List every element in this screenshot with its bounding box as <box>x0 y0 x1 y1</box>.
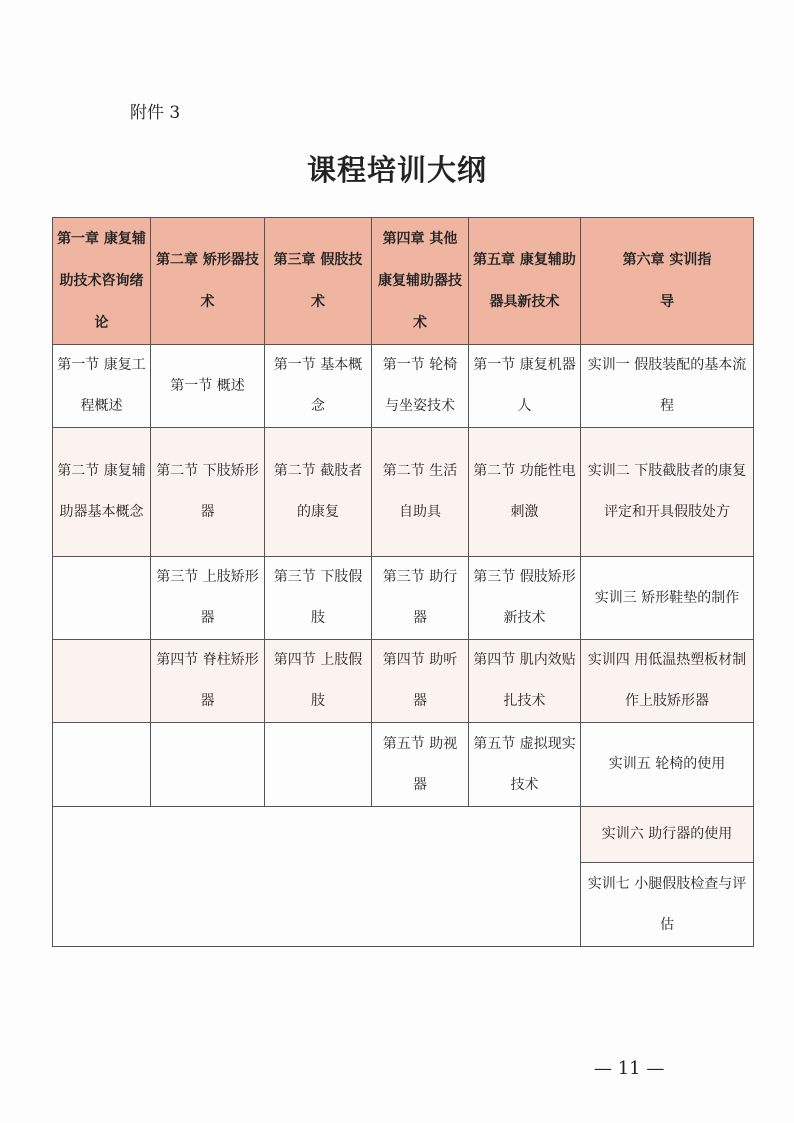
table-cell: 第一节 康复机器人 <box>469 345 581 428</box>
table-cell <box>53 557 151 640</box>
table-cell <box>53 640 151 723</box>
table-cell: 第一节 康复工程概述 <box>53 345 151 428</box>
table-cell: 实训五 轮椅的使用 <box>581 723 754 807</box>
header-cell: 第二章 矫形器技术 <box>151 218 265 345</box>
merged-empty-cell <box>53 807 581 947</box>
table-cell: 第二节 康复辅助器基本概念 <box>53 428 151 557</box>
table-cell: 第一节 基本概念 <box>265 345 372 428</box>
table-cell: 第四节 脊柱矫形器 <box>151 640 265 723</box>
header-cell: 第六章 实训指导 <box>581 218 754 345</box>
table-cell: 第五节 助视器 <box>372 723 469 807</box>
attachment-label: 附件 3 <box>130 103 181 123</box>
table-row <box>53 640 754 723</box>
table-cell: 第二节 截肢者的康复 <box>265 428 372 557</box>
table-cell: 第三节 上肢矫形器 <box>151 557 265 640</box>
table-cell: 第五节 虚拟现实技术 <box>469 723 581 807</box>
table-cell <box>265 723 372 807</box>
table-cell: 第二节 下肢矫形器 <box>151 428 265 557</box>
table-row <box>53 557 754 640</box>
table-cell: 第三节 假肢矫形新技术 <box>469 557 581 640</box>
table-cell: 实训二 下肢截肢者的康复评定和开具假肢处方 <box>581 428 754 557</box>
table-row <box>53 723 754 807</box>
table-cell: 实训六 助行器的使用 <box>581 807 754 863</box>
header-cell: 第一章 康复辅助技术咨询绪论 <box>53 218 151 345</box>
table-cell: 实训一 假肢装配的基本流程 <box>581 345 754 428</box>
table-row <box>53 428 754 557</box>
table-cell: 第一节 概述 <box>151 345 265 428</box>
header-cell: 第五章 康复辅助器具新技术 <box>469 218 581 345</box>
table-cell: 第四节 肌内效贴扎技术 <box>469 640 581 723</box>
table-row <box>53 345 754 428</box>
table-cell: 实训七 小腿假肢检查与评估 <box>581 863 754 947</box>
table-cell: 第一节 轮椅与坐姿技术 <box>372 345 469 428</box>
table-cell: 第四节 助听器 <box>372 640 469 723</box>
table-cell: 第二节 功能性电刺激 <box>469 428 581 557</box>
table-header-row <box>53 218 754 345</box>
table-cell <box>53 723 151 807</box>
header-cell: 第三章 假肢技术 <box>265 218 372 345</box>
table-cell: 第三节 助行器 <box>372 557 469 640</box>
page-title: 课程培训大纲 <box>306 153 487 187</box>
table-cell: 第四节 上肢假肢 <box>265 640 372 723</box>
table-cell: 实训四 用低温热塑板材制作上肢矫形器 <box>581 640 754 723</box>
page-number: — 11 — <box>594 1058 665 1079</box>
header-cell: 第四章 其他康复辅助器技术 <box>372 218 469 345</box>
table-cell: 第二节 生活自助具 <box>372 428 469 557</box>
table-cell <box>151 723 265 807</box>
course-outline-table <box>52 217 754 947</box>
table-cell: 第三节 下肢假肢 <box>265 557 372 640</box>
table-cell: 实训三 矫形鞋垫的制作 <box>581 557 754 640</box>
table-row <box>53 807 754 863</box>
